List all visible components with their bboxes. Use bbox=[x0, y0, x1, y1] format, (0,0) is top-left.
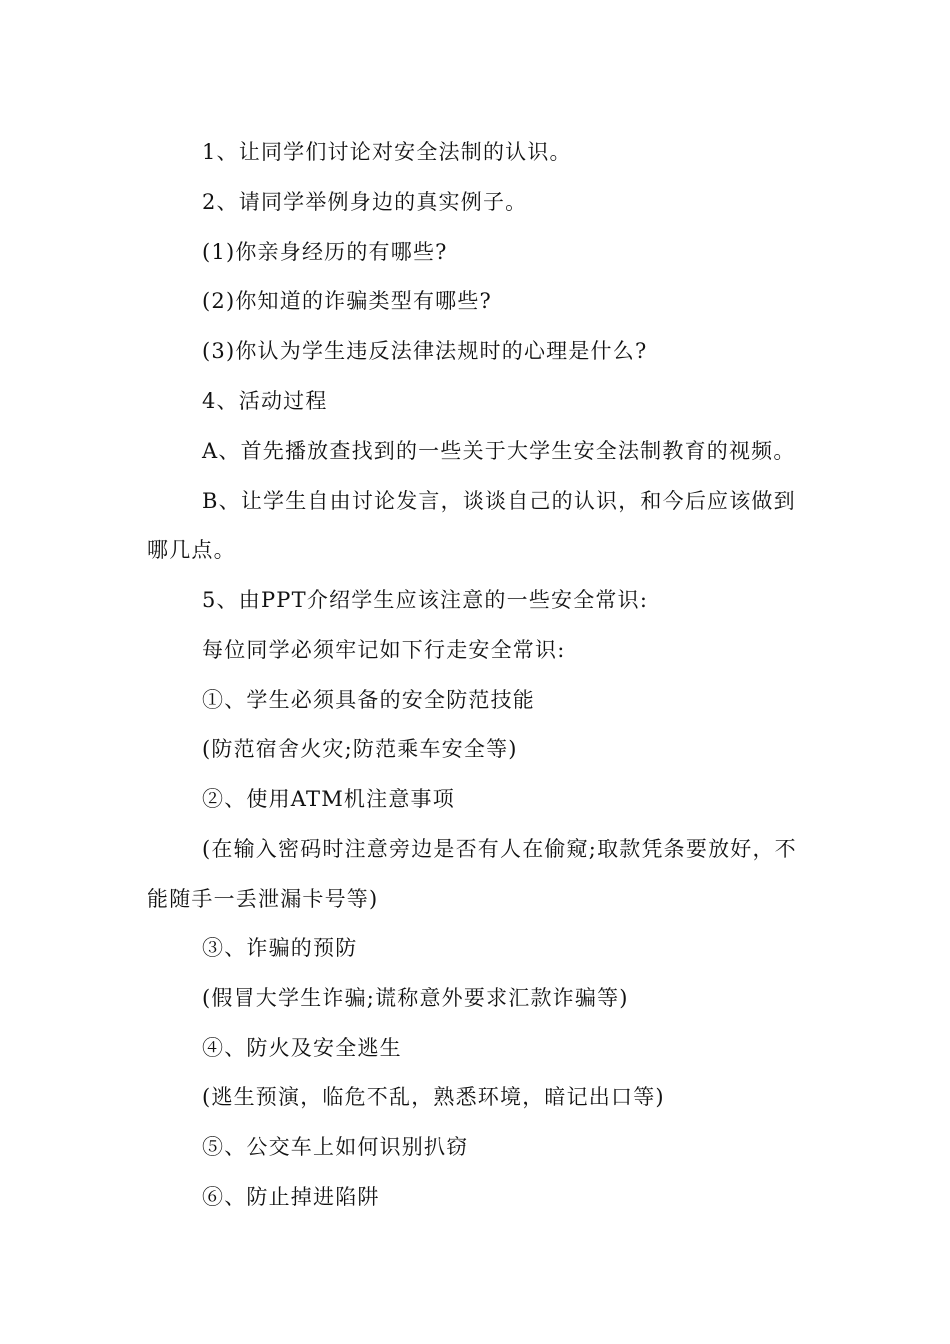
safety-item-2: ②、使用ATM机注意事项 bbox=[202, 787, 455, 811]
activity-step-b: B、让学生自由讨论发言，谈谈自己的认识，和今后应该做到 bbox=[202, 489, 796, 513]
safety-item-2-detail: (在输入密码时注意旁边是否有人在偷窥;取款凭条要放好，不 bbox=[202, 837, 797, 861]
sub-question-1: (1)你亲身经历的有哪些? bbox=[202, 240, 448, 264]
paragraph-item-1: 1、让同学们讨论对安全法制的认识。 bbox=[202, 140, 572, 164]
safety-intro: 每位同学必须牢记如下行走安全常识: bbox=[202, 638, 566, 662]
safety-item-6: ⑥、防止掉进陷阱 bbox=[202, 1185, 380, 1209]
paragraph-item-4: 4、活动过程 bbox=[202, 389, 328, 413]
sub-question-2: (2)你知道的诈骗类型有哪些? bbox=[202, 289, 493, 313]
paragraph-item-2: 2、请同学举例身边的真实例子。 bbox=[202, 190, 528, 214]
activity-step-a: A、首先播放查找到的一些关于大学生安全法制教育的视频。 bbox=[202, 439, 796, 463]
safety-item-1-detail: (防范宿舍火灾;防范乘车安全等) bbox=[202, 737, 518, 761]
safety-item-1: ①、学生必须具备的安全防范技能 bbox=[202, 688, 535, 712]
safety-item-5: ⑤、公交车上如何识别扒窃 bbox=[202, 1135, 469, 1159]
activity-step-b-continued: 哪几点。 bbox=[147, 538, 236, 562]
safety-item-2-detail-continued: 能随手一丢泄漏卡号等) bbox=[147, 887, 379, 911]
safety-item-3-detail: (假冒大学生诈骗;谎称意外要求汇款诈骗等) bbox=[202, 986, 629, 1010]
safety-item-4-detail: (逃生预演，临危不乱，熟悉环境，暗记出口等) bbox=[202, 1085, 665, 1109]
sub-question-3: (3)你认为学生违反法律法规时的心理是什么? bbox=[202, 339, 648, 363]
paragraph-item-5: 5、由PPT介绍学生应该注意的一些安全常识: bbox=[202, 588, 649, 612]
safety-item-4: ④、防火及安全逃生 bbox=[202, 1036, 402, 1060]
safety-item-3: ③、诈骗的预防 bbox=[202, 936, 358, 960]
